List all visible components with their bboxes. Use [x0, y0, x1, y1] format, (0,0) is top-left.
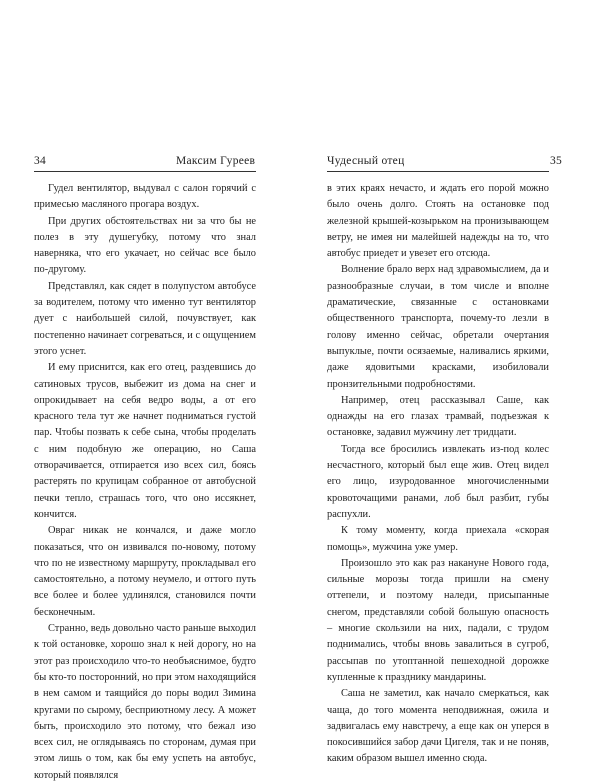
right-page-number: 35 — [550, 155, 563, 167]
paragraph: Овраг никак не кончался, и даже могло показаться, что он извивался по-новому, потому что по не известному маршруту, прокладывал его самостоятельно, а потому неумело, и оттого путь все более и более удлинялся, становился почти бесконечным. — [34, 525, 256, 618]
right-header-rule — [327, 171, 549, 172]
paragraph: К тому моменту, когда приехала «скорая помощь», мужчина уже умер. — [327, 525, 549, 553]
paragraph: Саша не заметил, как начало смеркаться, как чаща, до того момента неподвижная, ожила и задвигалась ему навстречу, а еще как он уперся в покосившийся забор дачи Цигеля, так и не поняв, каким образом вышел именно сюда. — [327, 688, 549, 765]
left-running-head: Максим Гуреев — [176, 155, 256, 167]
left-header-rule — [34, 171, 256, 172]
paragraph: Например, отец рассказывал Саше, как однажды на его глазах трамвай, подъезжая к остановке, задавил мужчину лет тридцати. — [327, 394, 549, 439]
paragraph-continued: в этих краях нечасто, и ждать его порой можно было очень долго. Стоять на остановке под железной крышей-козырьком на пронизывающем ветру, не имея ни малейшей надежды на то, что автобус приедет и увезет его отсюда. — [327, 183, 549, 260]
paragraph: И ему приснится, как его отец, раздевшись до сатиновых трусов, выбежит из дома на снег и опрокидывает на себя ведро воды, а от его красного тела тут же начнет подниматься густой пар. Чтобы позвать к себе сына, чтобы проделать с ним подобную же операцию, но Саша отворачивается, отпирается изо всех сил, боясь растерять по крупицам собранное от автобусной печки тепло, страшась того, что оно иссякнет, кончится. — [34, 362, 256, 520]
paragraph: Волнение брало верх над здравомыслием, да и разнообразные случаи, в том числе и вполне драматические, связанные с остановками общественного транспорта, почему-то лезли в голову именно сейчас, обретали очертания выпуклые, почти осязаемые, наливались яркими, даже ядовитыми красками, изобиловали пронзительными подробностями. — [327, 264, 549, 390]
paragraph: Тогда все бросились извлекать из-под колес несчастного, который был еще жив. Отец видел его лицо, изуродованное многочисленными кровоточащими ранами, лоб был разбит, губы распухли. — [327, 443, 549, 520]
right-page-text — [327, 181, 549, 768]
left-page-text — [34, 181, 256, 784]
paragraph: При других обстоятельствах ни за что бы не полез в эту душегубку, потому что знал наверняка, что его укачает, но сейчас все было по-другому. — [34, 215, 256, 276]
paragraph: Гудел вентилятор, выдувал с салон горячий с примесью масляного прогара воздух. — [34, 183, 256, 211]
right-running-head: Чудесный отец — [327, 155, 405, 167]
paragraph: Представлял, как сядет в полупустом автобусе за водителем, потому что именно тут вентилятор дует с наибольшей силой, почувствует, как постепенно начинает согреваться, и с ощущением этого уснет. — [34, 280, 256, 357]
paragraph: Странно, ведь довольно часто раньше выходил к той остановке, хорошо знал к ней дорогу, но на этот раз происходило что-то необъяснимое, будто бы кто-то посторонний, но при этом находящийся в нем самом и таящийся до поры водил Зимина кругами по сырому, бесприютному лесу. А может быть, происходило это потому, что бежал изо всех сил, не оглядываясь по сторонам, думая при этом лишь о том, как бы ему успеть на автобус, который появлялся — [34, 623, 256, 781]
left-page-number: 34 — [34, 155, 47, 167]
paragraph: Произошло это как раз накануне Нового года, сильные морозы тогда пришли на смену оттепели, и поэтому наледи, присыпанные снегом, представляли собой большую опасность – многие скользили на них, падали, с трудом поднимались, чтобы вновь завалиться в сугроб, рассыпав по утоптанной пешеходной дорожке купленные к празднику мандарины. — [327, 557, 549, 683]
